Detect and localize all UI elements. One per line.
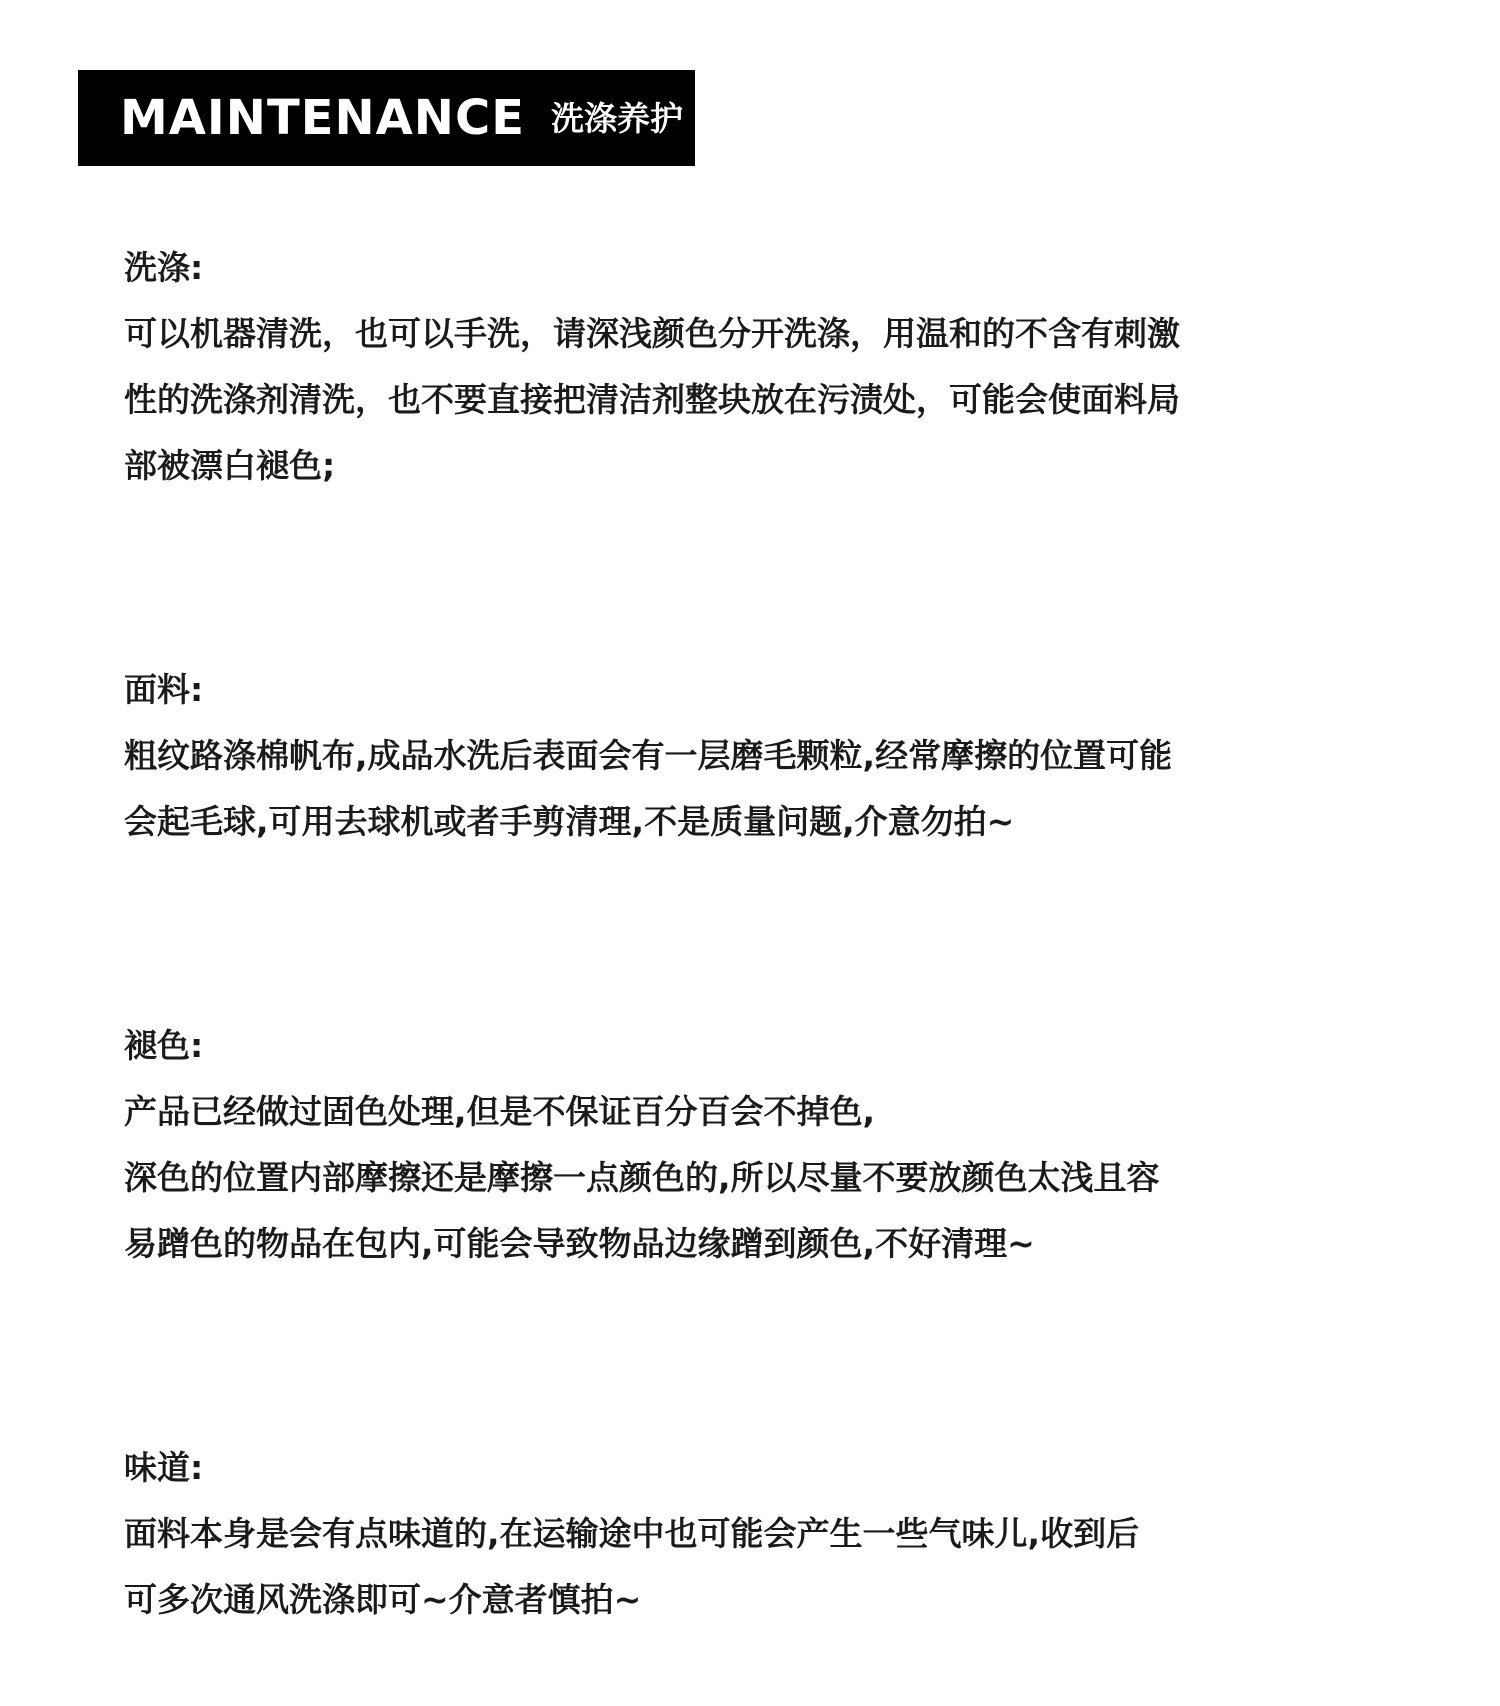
- text-line: 性的洗涤剂清洗，也不要直接把清洁剂整块放在污渍处，可能会使面料局: [124, 380, 1180, 419]
- section-title: 面料:: [124, 670, 204, 709]
- section-title: 褪色:: [124, 1026, 204, 1065]
- text-line: 会起毛球,可用去球机或者手剪清理,不是质量问题,介意勿拍~: [124, 802, 1015, 841]
- text-line: 粗纹路涤棉帆布,成品水洗后表面会有一层磨毛颗粒,经常摩擦的位置可能: [124, 736, 1173, 775]
- text-line: 可多次通风洗涤即可~介意者慎拍~: [124, 1580, 642, 1619]
- header-banner: [78, 70, 695, 166]
- text-line: 深色的位置内部摩擦还是摩擦一点颜色的,所以尽量不要放颜色太浅且容: [124, 1158, 1160, 1197]
- header-title-zh: 洗涤养护: [550, 98, 683, 138]
- section-title: 味道:: [124, 1448, 204, 1487]
- header-title-en: MAINTENANCE: [120, 90, 525, 146]
- section-title: 洗涤:: [124, 248, 204, 287]
- text-line: 面料本身是会有点味道的,在运输途中也可能会产生一些气味儿,收到后: [124, 1514, 1140, 1553]
- section-fading: [124, 1013, 1424, 1277]
- text-line: 部被漂白褪色;: [124, 446, 336, 485]
- section-washing: [124, 235, 1424, 499]
- care-content: [124, 235, 1424, 1633]
- text-line: 易蹭色的物品在包内,可能会导致物品边缘蹭到颜色,不好清理~: [124, 1224, 1035, 1263]
- section-smell: [124, 1435, 1424, 1633]
- section-fabric: [124, 657, 1424, 855]
- text-line: 产品已经做过固色处理,但是不保证百分百会不掉色,: [124, 1092, 876, 1131]
- text-line: 可以机器清洗，也可以手洗，请深浅颜色分开洗涤，用温和的不含有刺激: [124, 314, 1180, 353]
